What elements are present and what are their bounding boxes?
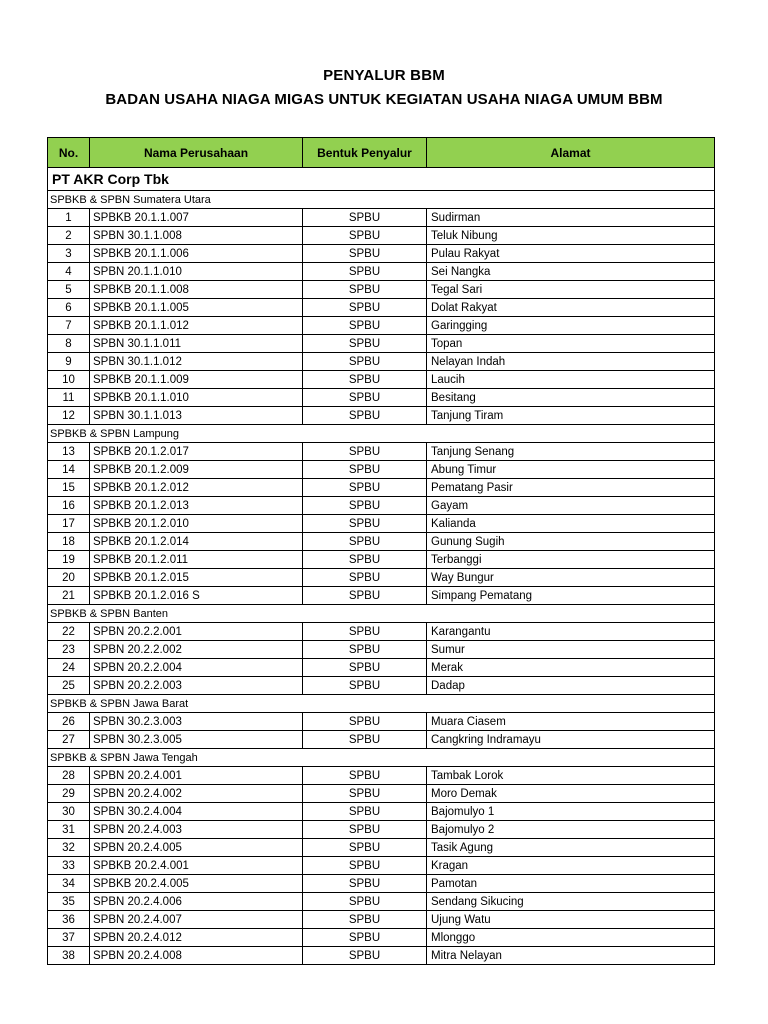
- address: Nelayan Indah: [427, 353, 715, 371]
- company-code: SPBKB 20.1.2.014: [90, 533, 303, 551]
- row-number: 25: [48, 677, 90, 695]
- address: Pematang Pasir: [427, 479, 715, 497]
- table-row: [48, 803, 715, 821]
- company-code: SPBN 30.2.4.004: [90, 803, 303, 821]
- company-code: SPBKB 20.1.2.012: [90, 479, 303, 497]
- company-code: SPBN 20.1.1.010: [90, 263, 303, 281]
- row-number: 12: [48, 407, 90, 425]
- address: Dadap: [427, 677, 715, 695]
- row-number: 10: [48, 371, 90, 389]
- address: Topan: [427, 335, 715, 353]
- section-title: SPBKB & SPBN Jawa Tengah: [48, 749, 715, 767]
- distributor-type: SPBU: [303, 947, 427, 965]
- address: Sumur: [427, 641, 715, 659]
- table-row: [48, 335, 715, 353]
- company-code: SPBN 20.2.4.008: [90, 947, 303, 965]
- section-row: [48, 695, 715, 713]
- distributor-type: SPBU: [303, 731, 427, 749]
- column-header-alamat: Alamat: [427, 138, 715, 168]
- company-code: SPBN 30.2.3.003: [90, 713, 303, 731]
- row-number: 21: [48, 587, 90, 605]
- row-number: 35: [48, 893, 90, 911]
- row-number: 2: [48, 227, 90, 245]
- distributor-type: SPBU: [303, 713, 427, 731]
- company-code: SPBN 20.2.4.005: [90, 839, 303, 857]
- distributor-type: SPBU: [303, 587, 427, 605]
- row-number: 26: [48, 713, 90, 731]
- company-code: SPBN 20.2.2.001: [90, 623, 303, 641]
- table-row: [48, 875, 715, 893]
- address: Kragan: [427, 857, 715, 875]
- company-code: SPBKB 20.1.1.007: [90, 209, 303, 227]
- table-row: [48, 911, 715, 929]
- company-code: SPBKB 20.1.2.011: [90, 551, 303, 569]
- distributor-type: SPBU: [303, 569, 427, 587]
- row-number: 13: [48, 443, 90, 461]
- table-row: [48, 497, 715, 515]
- distributor-type: SPBU: [303, 317, 427, 335]
- row-number: 7: [48, 317, 90, 335]
- section-row: [48, 191, 715, 209]
- distributor-type: SPBU: [303, 821, 427, 839]
- row-number: 31: [48, 821, 90, 839]
- section-title: SPBKB & SPBN Sumatera Utara: [48, 191, 715, 209]
- company-name: PT AKR Corp Tbk: [48, 168, 715, 191]
- distributor-type: SPBU: [303, 839, 427, 857]
- address: Sei Nangka: [427, 263, 715, 281]
- company-code: SPBN 20.2.4.003: [90, 821, 303, 839]
- address: Bajomulyo 1: [427, 803, 715, 821]
- distributor-type: SPBU: [303, 677, 427, 695]
- distributor-table: [47, 137, 715, 965]
- company-code: SPBKB 20.2.4.001: [90, 857, 303, 875]
- company-code: SPBN 20.2.2.004: [90, 659, 303, 677]
- company-code: SPBN 20.2.4.001: [90, 767, 303, 785]
- table-row: [48, 533, 715, 551]
- table-row: [48, 947, 715, 965]
- address: Tanjung Tiram: [427, 407, 715, 425]
- company-code: SPBKB 20.1.2.009: [90, 461, 303, 479]
- distributor-type: SPBU: [303, 533, 427, 551]
- company-code: SPBKB 20.1.2.017: [90, 443, 303, 461]
- address: Mitra Nelayan: [427, 947, 715, 965]
- table-row: [48, 551, 715, 569]
- distributor-type: SPBU: [303, 299, 427, 317]
- company-code: SPBKB 20.1.2.013: [90, 497, 303, 515]
- table-row: [48, 659, 715, 677]
- distributor-type: SPBU: [303, 875, 427, 893]
- company-code: SPBKB 20.1.1.008: [90, 281, 303, 299]
- distributor-type: SPBU: [303, 461, 427, 479]
- distributor-type: SPBU: [303, 893, 427, 911]
- distributor-type: SPBU: [303, 281, 427, 299]
- table-body: [48, 168, 715, 965]
- distributor-type: SPBU: [303, 515, 427, 533]
- address: Laucih: [427, 371, 715, 389]
- distributor-type: SPBU: [303, 929, 427, 947]
- table-row: [48, 443, 715, 461]
- table-row: [48, 281, 715, 299]
- distributor-type: SPBU: [303, 551, 427, 569]
- table-row: [48, 821, 715, 839]
- table-row: [48, 353, 715, 371]
- row-number: 34: [48, 875, 90, 893]
- distributor-type: SPBU: [303, 227, 427, 245]
- row-number: 22: [48, 623, 90, 641]
- address: Moro Demak: [427, 785, 715, 803]
- company-code: SPBN 30.2.3.005: [90, 731, 303, 749]
- table-row: [48, 263, 715, 281]
- section-title: SPBKB & SPBN Jawa Barat: [48, 695, 715, 713]
- row-number: 17: [48, 515, 90, 533]
- company-code: SPBKB 20.1.1.005: [90, 299, 303, 317]
- document-header: [0, 66, 768, 110]
- company-code: SPBKB 20.1.1.010: [90, 389, 303, 407]
- distributor-type: SPBU: [303, 389, 427, 407]
- company-code: SPBKB 20.2.4.005: [90, 875, 303, 893]
- company-code: SPBN 20.2.4.002: [90, 785, 303, 803]
- column-header-bentuk-penyalur: Bentuk Penyalur: [303, 138, 427, 168]
- table-row: [48, 407, 715, 425]
- table-row: [48, 317, 715, 335]
- section-row: [48, 749, 715, 767]
- table-row: [48, 857, 715, 875]
- table-row: [48, 785, 715, 803]
- distributor-type: SPBU: [303, 479, 427, 497]
- table-row: [48, 677, 715, 695]
- address: Garingging: [427, 317, 715, 335]
- row-number: 33: [48, 857, 90, 875]
- address: Sendang Sikucing: [427, 893, 715, 911]
- address: Merak: [427, 659, 715, 677]
- company-code: SPBN 20.2.2.003: [90, 677, 303, 695]
- distributor-type: SPBU: [303, 443, 427, 461]
- row-number: 8: [48, 335, 90, 353]
- address: Bajomulyo 2: [427, 821, 715, 839]
- section-row: [48, 605, 715, 623]
- distributor-type: SPBU: [303, 407, 427, 425]
- table-row: [48, 245, 715, 263]
- row-number: 24: [48, 659, 90, 677]
- address: Ujung Watu: [427, 911, 715, 929]
- row-number: 19: [48, 551, 90, 569]
- row-number: 9: [48, 353, 90, 371]
- distributor-type: SPBU: [303, 245, 427, 263]
- table-row: [48, 479, 715, 497]
- table-row: [48, 767, 715, 785]
- address: Karangantu: [427, 623, 715, 641]
- table-row: [48, 641, 715, 659]
- row-number: 4: [48, 263, 90, 281]
- row-number: 23: [48, 641, 90, 659]
- row-number: 3: [48, 245, 90, 263]
- company-code: SPBN 30.1.1.011: [90, 335, 303, 353]
- address: Besitang: [427, 389, 715, 407]
- table-row: [48, 299, 715, 317]
- distributor-type: SPBU: [303, 335, 427, 353]
- table-row: [48, 731, 715, 749]
- row-number: 16: [48, 497, 90, 515]
- address: Tambak Lorok: [427, 767, 715, 785]
- address: Dolat Rakyat: [427, 299, 715, 317]
- distributor-type: SPBU: [303, 659, 427, 677]
- address: Cangkring Indramayu: [427, 731, 715, 749]
- address: Tegal Sari: [427, 281, 715, 299]
- distributor-type: SPBU: [303, 641, 427, 659]
- table-row: [48, 587, 715, 605]
- address: Pamotan: [427, 875, 715, 893]
- row-number: 37: [48, 929, 90, 947]
- table-row: [48, 929, 715, 947]
- company-code: SPBN 20.2.4.006: [90, 893, 303, 911]
- table-row: [48, 713, 715, 731]
- company-code: SPBN 30.1.1.008: [90, 227, 303, 245]
- address: Sudirman: [427, 209, 715, 227]
- table-row: [48, 569, 715, 587]
- company-code: SPBKB 20.1.1.009: [90, 371, 303, 389]
- row-number: 14: [48, 461, 90, 479]
- row-number: 20: [48, 569, 90, 587]
- column-header-no: No.: [48, 138, 90, 168]
- company-code: SPBKB 20.1.2.016 S: [90, 587, 303, 605]
- row-number: 32: [48, 839, 90, 857]
- row-number: 36: [48, 911, 90, 929]
- address: Way Bungur: [427, 569, 715, 587]
- company-code: SPBN 30.1.1.013: [90, 407, 303, 425]
- row-number: 6: [48, 299, 90, 317]
- row-number: 15: [48, 479, 90, 497]
- company-code: SPBKB 20.1.2.010: [90, 515, 303, 533]
- distributor-type: SPBU: [303, 911, 427, 929]
- column-header-nama-perusahaan: Nama Perusahaan: [90, 138, 303, 168]
- row-number: 28: [48, 767, 90, 785]
- table-row: [48, 839, 715, 857]
- row-number: 11: [48, 389, 90, 407]
- distributor-type: SPBU: [303, 353, 427, 371]
- section-row: [48, 425, 715, 443]
- row-number: 1: [48, 209, 90, 227]
- company-code: SPBKB 20.1.2.015: [90, 569, 303, 587]
- address: Pulau Rakyat: [427, 245, 715, 263]
- address: Mlonggo: [427, 929, 715, 947]
- company-code: SPBN 30.1.1.012: [90, 353, 303, 371]
- company-code: SPBN 20.2.4.012: [90, 929, 303, 947]
- row-number: 27: [48, 731, 90, 749]
- distributor-type: SPBU: [303, 209, 427, 227]
- section-title: SPBKB & SPBN Lampung: [48, 425, 715, 443]
- address: Tasik Agung: [427, 839, 715, 857]
- distributor-type: SPBU: [303, 857, 427, 875]
- distributor-type: SPBU: [303, 371, 427, 389]
- company-code: SPBKB 20.1.1.012: [90, 317, 303, 335]
- company-code: SPBN 20.2.2.002: [90, 641, 303, 659]
- address: Terbanggi: [427, 551, 715, 569]
- row-number: 5: [48, 281, 90, 299]
- distributor-type: SPBU: [303, 263, 427, 281]
- address: Kalianda: [427, 515, 715, 533]
- distributor-type: SPBU: [303, 803, 427, 821]
- address: Simpang Pematang: [427, 587, 715, 605]
- distributor-type: SPBU: [303, 497, 427, 515]
- company-code: SPBN 20.2.4.007: [90, 911, 303, 929]
- table-row: [48, 371, 715, 389]
- company-row: [48, 168, 715, 191]
- row-number: 18: [48, 533, 90, 551]
- table-row: [48, 515, 715, 533]
- address: Gunung Sugih: [427, 533, 715, 551]
- row-number: 30: [48, 803, 90, 821]
- address: Tanjung Senang: [427, 443, 715, 461]
- address: Gayam: [427, 497, 715, 515]
- row-number: 38: [48, 947, 90, 965]
- table-row: [48, 461, 715, 479]
- row-number: 29: [48, 785, 90, 803]
- table-row: [48, 623, 715, 641]
- page-subtitle: BADAN USAHA NIAGA MIGAS UNTUK KEGIATAN USAHA NIAGA UMUM BBM: [105, 91, 663, 108]
- table-row: [48, 893, 715, 911]
- table-row: [48, 227, 715, 245]
- page-title: PENYALUR BBM: [323, 67, 445, 84]
- table-header-row: [48, 138, 715, 168]
- table-row: [48, 209, 715, 227]
- distributor-type: SPBU: [303, 623, 427, 641]
- company-code: SPBKB 20.1.1.006: [90, 245, 303, 263]
- section-title: SPBKB & SPBN Banten: [48, 605, 715, 623]
- distributor-type: SPBU: [303, 785, 427, 803]
- address: Abung Timur: [427, 461, 715, 479]
- distributor-type: SPBU: [303, 767, 427, 785]
- table-row: [48, 389, 715, 407]
- address: Muara Ciasem: [427, 713, 715, 731]
- address: Teluk Nibung: [427, 227, 715, 245]
